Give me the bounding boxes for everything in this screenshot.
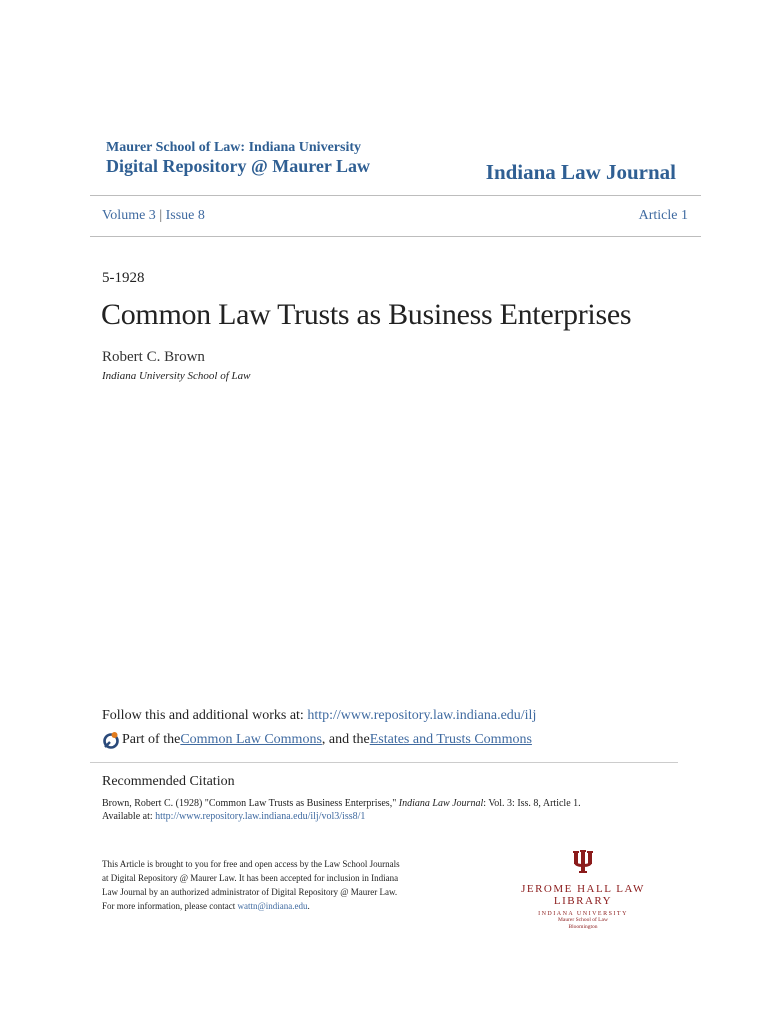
- notice-end: .: [307, 901, 310, 911]
- header-divider-bottom: [90, 236, 701, 237]
- citation-journal: Indiana Law Journal: [398, 798, 484, 809]
- common-law-commons-link[interactable]: Common Law Commons: [180, 732, 322, 747]
- follow-prefix: Follow this and additional works at:: [102, 708, 308, 723]
- contact-email-link[interactable]: wattn@indiana.edu: [237, 901, 308, 911]
- library-name: JEROME HALL LAW LIBRARY: [521, 883, 645, 907]
- recommended-citation-heading: Recommended Citation: [102, 774, 235, 789]
- part-prefix: Part of the: [122, 732, 181, 747]
- notice-text: This Article is brought to you for free and open access by the Law School Journals at Digital Repository @ Maurer Law. It has been accepted for inclusion in Indiana Law Journal by an authorized administrator of Digital Repository @ Maurer Law. For more information, please contact: [102, 859, 400, 911]
- citation-text: [102, 797, 581, 823]
- iu-trident-icon: [572, 850, 594, 874]
- estates-trusts-commons-link[interactable]: Estates and Trusts Commons: [369, 732, 532, 747]
- library-school: Maurer School of Law: [558, 917, 608, 923]
- follow-line: [102, 708, 536, 724]
- repository-institution: Maurer School of Law: Indiana University: [106, 140, 361, 155]
- volume-link[interactable]: Volume 3: [102, 208, 156, 223]
- author-name: Robert C. Brown: [102, 349, 205, 365]
- article-link[interactable]: Article 1: [638, 208, 688, 223]
- journal-name[interactable]: Indiana Law Journal: [485, 160, 676, 184]
- citation-pre: Brown, Robert C. (1928) "Common Law Trusts as Business Enterprises,": [102, 798, 399, 809]
- volume-issue: [102, 208, 205, 224]
- follow-url-link[interactable]: http://www.repository.law.indiana.edu/ilj: [307, 708, 537, 723]
- bepress-commons-icon: [102, 731, 120, 749]
- author-affiliation: Indiana University School of Law: [102, 370, 251, 382]
- header-divider-top: [90, 195, 701, 196]
- publication-date: 5-1928: [102, 270, 145, 286]
- library-university: INDIANA UNIVERSITY: [538, 911, 628, 917]
- paper-title: Common Law Trusts as Business Enterprises: [101, 298, 632, 331]
- library-city: Bloomington: [568, 924, 598, 930]
- library-logo: [498, 850, 668, 931]
- citation-url-link[interactable]: http://www.repository.law.indiana.edu/ilj/vol3/iss8/1: [155, 811, 366, 822]
- volume-issue-separator: |: [159, 208, 163, 223]
- citation-post: : Vol. 3: Iss. 8, Article 1.: [483, 798, 581, 809]
- access-notice: [102, 857, 402, 913]
- repository-name[interactable]: Digital Repository @ Maurer Law: [106, 156, 371, 176]
- part-mid: , and the: [321, 732, 370, 747]
- available-prefix: Available at:: [102, 811, 156, 822]
- citation-divider: [90, 762, 678, 763]
- issue-link[interactable]: Issue 8: [165, 208, 205, 223]
- part-of-line: [102, 731, 532, 749]
